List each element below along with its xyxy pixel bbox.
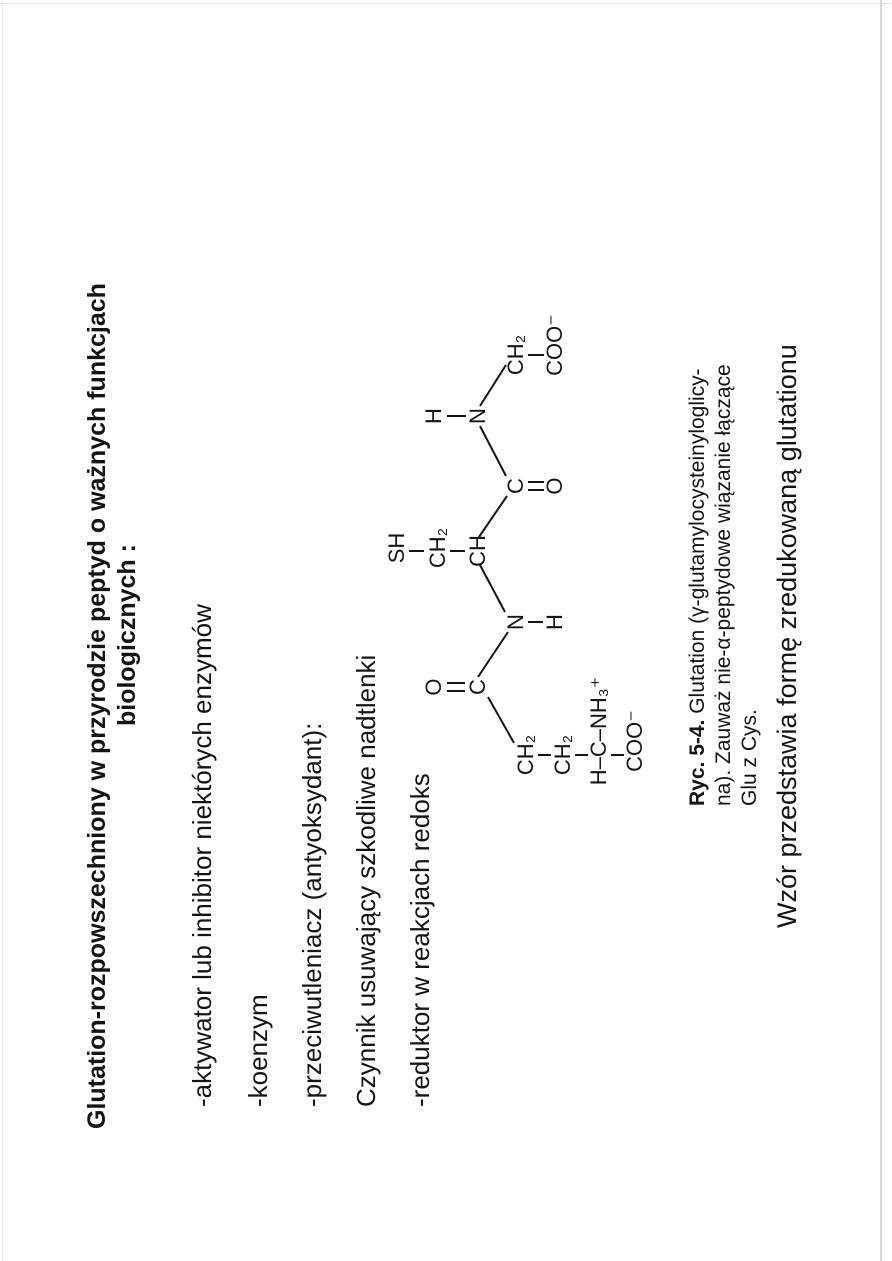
- list-item-coenzyme: -koenzym: [243, 994, 273, 1107]
- gly-ch2: CH₂: [503, 334, 528, 376]
- list-item-antioxidant: -przeciwutleniacz (antyoksydant):: [297, 722, 327, 1107]
- amide1-nitrogen: N: [503, 614, 528, 630]
- carbonyl2-carbon: C: [503, 478, 528, 494]
- figure-caption-line3: Glu z Cys.: [738, 709, 761, 806]
- glu-carboxylate: COO⁻: [622, 710, 647, 772]
- figure-caption-line1: [685, 368, 711, 806]
- slide-title-line2: biologicznych :: [113, 544, 141, 726]
- glu-ch2-b: CH₂: [550, 734, 575, 776]
- gly-carboxylate: COO⁻: [542, 314, 567, 376]
- amide2-hydrogen: H: [421, 408, 446, 424]
- figure-caption-line2: na). Zauważ nie-α-peptydowe wiązanie łączące: [712, 364, 735, 806]
- carbonyl1-carbon: C: [465, 679, 490, 695]
- figure-number: Ryc. 5-4.: [686, 719, 709, 806]
- glu-ch2-a: CH₂: [513, 734, 538, 776]
- cys-ch2: CH₂: [425, 527, 450, 569]
- cys-thiol: SH: [384, 532, 409, 564]
- carbonyl2-oxygen: O: [542, 477, 567, 495]
- figure-caption-text1: Glutation (γ-glutamylocysteinyloglicy-: [686, 368, 709, 720]
- cys-alpha-ch: CH: [465, 535, 490, 567]
- carbonyl1-oxygen: O: [421, 678, 446, 696]
- list-item-activator: -aktywator lub inhibitor niektórych enzymów: [187, 604, 217, 1107]
- slide-title-line1: Glutation-rozpowszechniony w przyrodzie peptyd o ważnych funkcjach: [83, 283, 111, 1129]
- amide1-hydrogen: H: [542, 614, 567, 630]
- amide2-nitrogen: N: [465, 408, 490, 424]
- glu-alpha-carbon: H–C–NH₃⁺: [586, 676, 611, 786]
- list-item-reductant: -reduktor w reakcjach redoks: [405, 773, 435, 1107]
- list-item-peroxide-scavenger: Czynnik usuwający szkodliwe nadtlenki: [351, 654, 381, 1107]
- reduced-form-note: Wzór przedstawia formę zredukowaną glutationu: [772, 344, 802, 928]
